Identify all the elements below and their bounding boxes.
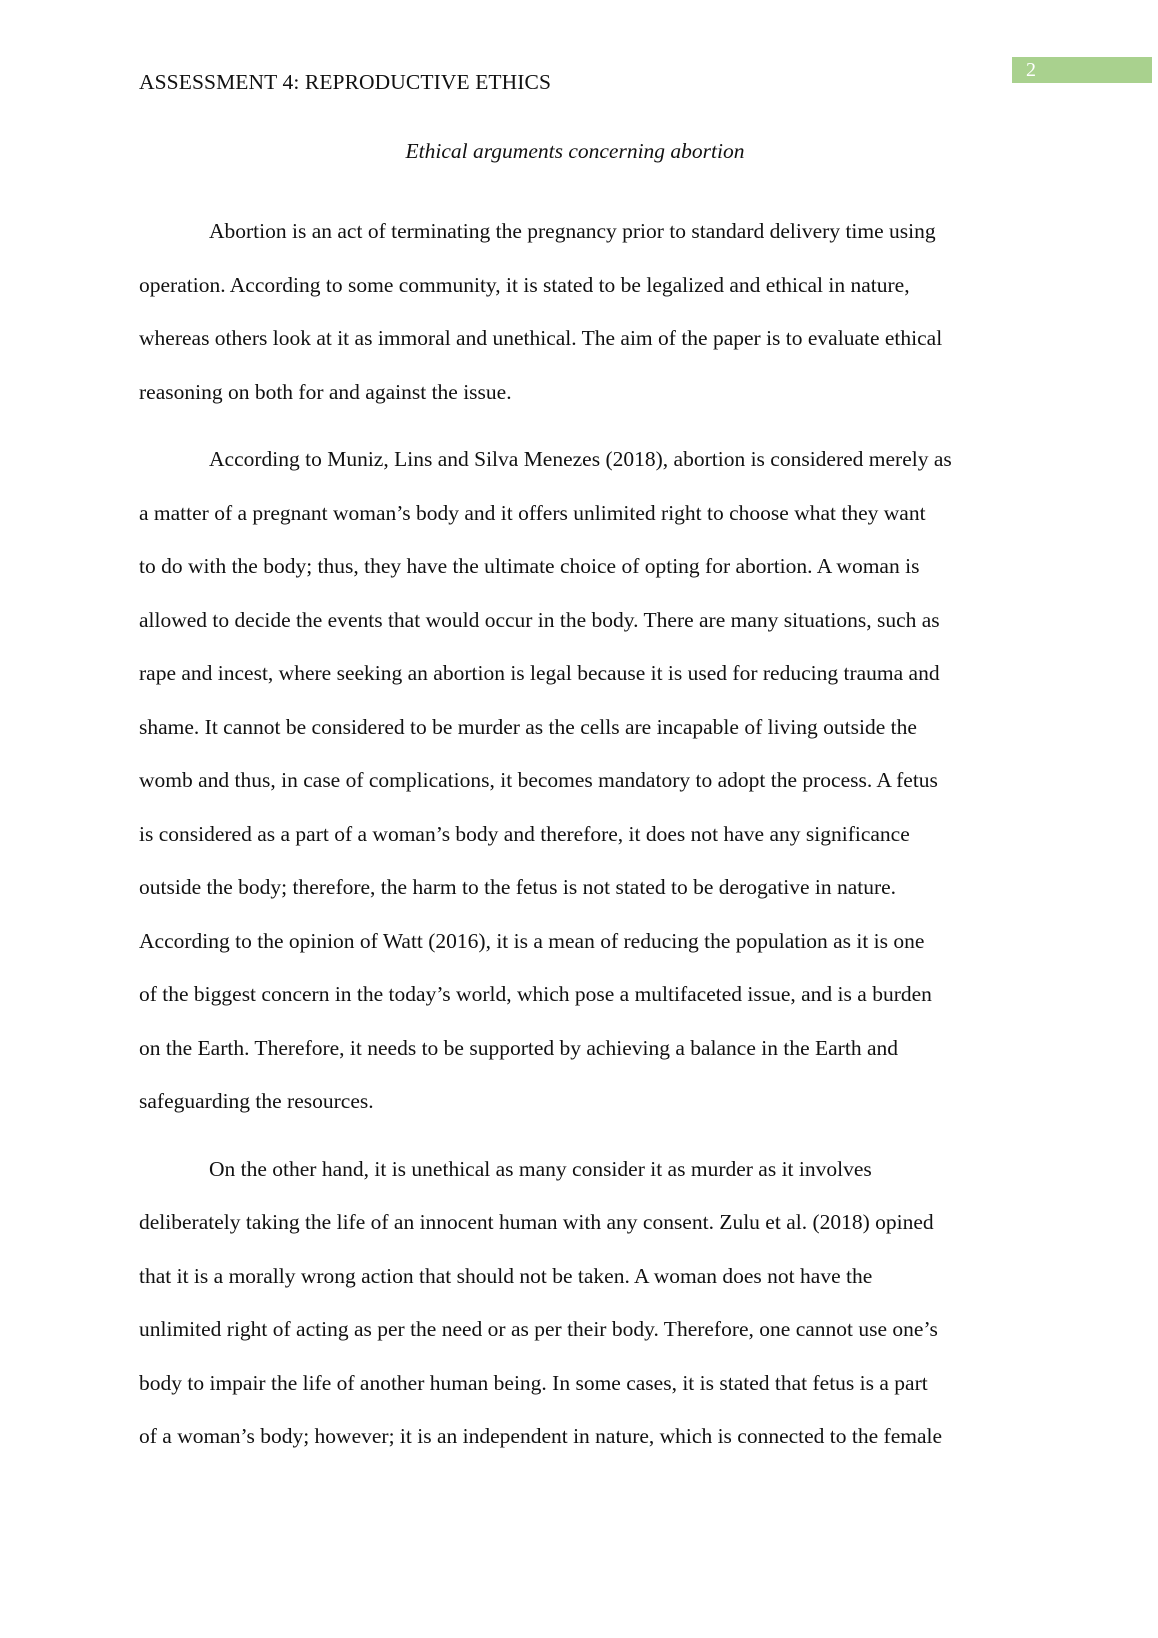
text-line: reasoning on both for and against the issue. <box>139 379 512 404</box>
text-line: that it is a morally wrong action that should not be taken. A woman does not have the <box>139 1263 873 1288</box>
text-line: unlimited right of acting as per the need or as per their body. Therefore, one cannot use one’s <box>139 1317 938 1341</box>
text-line: body to impair the life of another human being. In some cases, it is stated that fetus is a part <box>139 1370 928 1395</box>
page-number: 2 <box>1012 57 1152 83</box>
text-line: outside the body; therefore, the harm to the fetus is not stated to be derogative in nature. <box>139 875 897 899</box>
text-line: on the Earth. Therefore, it needs to be supported by achieving a balance in the Earth and <box>139 1035 898 1060</box>
text-line: deliberately taking the life of an innocent human with any consent. Zulu et al. (2018) opined <box>139 1210 934 1234</box>
text-line: safeguarding the resources. <box>139 1089 374 1113</box>
paragraph-intro <box>139 205 1015 419</box>
text-line: womb and thus, in case of complications, it becomes mandatory to adopt the process. A fetus <box>139 768 938 792</box>
text-line: allowed to decide the events that would occur in the body. There are many situations, such as <box>139 607 940 632</box>
text-line: operation. According to some community, it is stated to be legalized and ethical in nature, <box>139 272 910 297</box>
text-line: of a woman’s body; however; it is an independent in nature, which is connected to the female <box>139 1424 943 1448</box>
text-line: rape and incest, where seeking an abortion is legal because it is used for reducing trauma and <box>139 661 940 685</box>
text-line: whereas others look at it as immoral and unethical. The aim of the paper is to evaluate ethical <box>139 326 943 350</box>
text-line: According to Muniz, Lins and Silva Menezes (2018), abortion is considered merely as <box>209 447 952 471</box>
paragraph-arguments-against <box>139 1143 1015 1464</box>
text-line: Abortion is an act of terminating the pregnancy prior to standard delivery time using <box>209 219 936 243</box>
paragraph-arguments-for <box>139 433 1015 1129</box>
text-line: According to the opinion of Watt (2016), it is a mean of reducing the population as it is one <box>139 928 925 953</box>
text-line: On the other hand, it is unethical as many consider it as murder as it involves <box>209 1156 872 1181</box>
text-line: of the biggest concern in the today’s world, which pose a multifaceted issue, and is a burden <box>139 982 932 1006</box>
text-line: a matter of a pregnant woman’s body and it offers unlimited right to choose what they want <box>139 500 926 525</box>
running-head: ASSESSMENT 4: REPRODUCTIVE ETHICS <box>139 70 552 94</box>
document-body <box>139 205 1015 1478</box>
text-line: to do with the body; thus, they have the ultimate choice of opting for abortion. A woman is <box>139 554 920 578</box>
text-line: is considered as a part of a woman’s body and therefore, it does not have any significance <box>139 821 910 846</box>
text-line: shame. It cannot be considered to be murder as the cells are incapable of living outside the <box>139 714 917 739</box>
document-title: Ethical arguments concerning abortion <box>405 139 745 163</box>
